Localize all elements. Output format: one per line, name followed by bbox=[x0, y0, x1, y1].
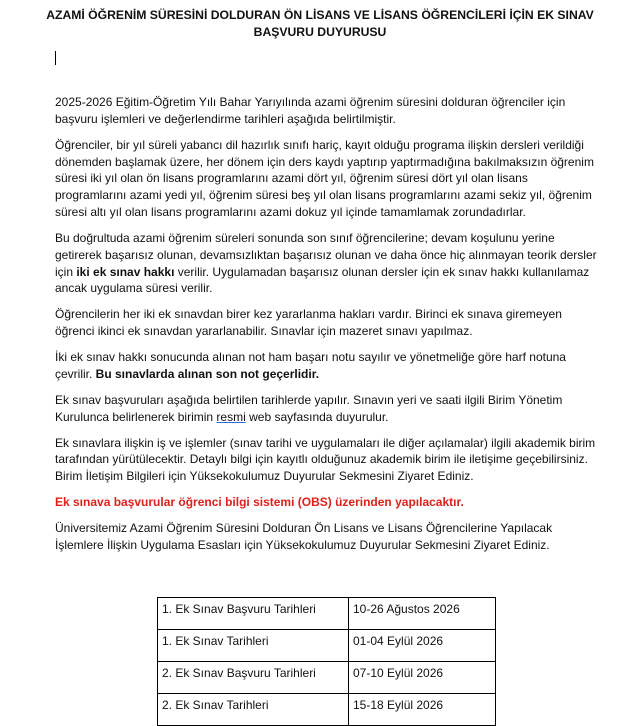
paragraph-exam-rights-text-b: verilir. Uygulamadan başarısız olunan dersler için ek sınav hakkı kullanılamaz ancak uygulama süresi verilir. bbox=[55, 264, 590, 296]
paragraph-grading-bold: Bu sınavlarda alınan son not geçerlidir. bbox=[95, 366, 320, 381]
paragraph-exam-rights-text-a: Bu doğrultuda azami öğrenim süreleri sonunda son sınıf öğrencilerine; devam koşulunu yerine getirerek başarısız olunan, devamsızlıktan başarısız olunan ve daha önce hiç alınmayan teorik dersler için bbox=[55, 230, 597, 279]
table-row bbox=[158, 662, 496, 694]
table-cell-label: 1. Ek Sınav Başvuru Tarihleri bbox=[158, 598, 349, 630]
paragraph-obs-warning: Ek sınava başvurular öğrenci bilgi sistemi (OBS) üzerinden yapılacaktır. bbox=[55, 495, 464, 510]
table-row bbox=[158, 630, 496, 662]
paragraph-grading-text: İki ek sınav hakkı sonucunda alınan not ham başarı notu sayılır ve yönetmeliğe göre harf notuna çevrilir. bbox=[55, 350, 566, 381]
paragraph-procedures: Ek sınavlara ilişkin iş ve işlemler (sınav tarihi ve uygulamaları ile diğer açılamalar) ilgili akademik birim tarafından yürütülecektir. Detaylı bilgi için kayıtlı olduğunuz akademik birim ile iletişime geçebilirsiniz. Birim İletişim Bilgileri için Yüksekokulumuz Duyurular Sekmesini Ziyaret Ediniz. bbox=[55, 435, 596, 484]
paragraph-intro: 2025-2026 Eğitim-Öğretim Yılı Bahar Yarıyılında azami öğrenim süresini dolduran öğrenciler için başvuru işlemleri ve değerlendirme tarihleri aşağıda belirtilmiştir. bbox=[55, 95, 566, 126]
exam-dates-table bbox=[157, 597, 496, 726]
table-cell-label: 2. Ek Sınav Başvuru Tarihleri bbox=[158, 662, 349, 694]
table-row bbox=[158, 598, 496, 630]
paragraph-usage: Öğrencilerin her iki ek sınavdan birer kez yararlanma hakları vardır. Birinci ek sınava giremeyen öğrenci ikinci ek sınavdan yararlanabilir. Sınavlar için mazeret sınavı yapılmaz. bbox=[55, 307, 562, 339]
paragraph-application bbox=[55, 392, 600, 426]
document-title: AZAMİ ÖĞRENİM SÜRESİNİ DOLDURAN ÖN LİSANS VE LİSANS ÖĞRENCİLERİ İÇİN EK SINAV BAŞVURU DUYURUSU bbox=[46, 8, 594, 39]
table-row bbox=[158, 694, 496, 726]
text-cursor bbox=[55, 51, 56, 65]
table-cell-date: 01-04 Eylül 2026 bbox=[349, 630, 496, 662]
table-cell-label: 2. Ek Sınav Tarihleri bbox=[158, 694, 349, 726]
paragraph-exam-rights-bold: iki ek sınav hakkı bbox=[76, 264, 175, 279]
table-cell-date: 07-10 Eylül 2026 bbox=[349, 662, 496, 694]
paragraph-application-text-b: web sayfasında duyurulur. bbox=[245, 409, 389, 424]
paragraph-application-text-a: Ek sınav başvuruları aşağıda belirtilen tarihlerde yapılır. Sınavın yeri ve saati ilgili Birim Yönetim Kurulunca belirlenerek birimin bbox=[55, 392, 563, 424]
table-cell-label: 1. Ek Sınav Tarihleri bbox=[158, 630, 349, 662]
paragraph-duration-rules: Öğrenciler, bir yıl süreli yabancı dil hazırlık sınıfı hariç, kayıt olduğu programa ilişkin dersleri verildiği dönemden başlamak üzere, her dönem için ders kaydı yaptırıp yaptırmadığına bakılmaksızın öğrenim süresi iki yıl olan ön lisans programlarını azami dört yıl, öğrenim süresi dört yıl olan lisans programlarını azami yedi yıl, öğrenim süresi beş yıl olan lisans programlarını azami sekiz yıl, öğrenim süresi altı yıl olan lisans programlarını azami dokuz yıl içinde tamamlamak zorundadırlar. bbox=[55, 137, 594, 219]
paragraph-regulations: Üniversitemiz Azami Öğrenim Süresini Dolduran Ön Lisans ve Lisans Öğrencilerine Yapılacak İşlemlere İlişkin Uygulama Esasları için Yüksekokulumuz Duyurular Sekmesini Ziyaret Ediniz. bbox=[55, 521, 553, 553]
paragraph-exam-rights bbox=[55, 230, 600, 297]
document-body bbox=[55, 94, 600, 563]
resmi-word: resmi bbox=[216, 409, 246, 424]
paragraph-grading bbox=[55, 349, 600, 383]
table-cell-date: 15-18 Eylül 2026 bbox=[349, 694, 496, 726]
table-cell-date: 10-26 Ağustos 2026 bbox=[349, 598, 496, 630]
